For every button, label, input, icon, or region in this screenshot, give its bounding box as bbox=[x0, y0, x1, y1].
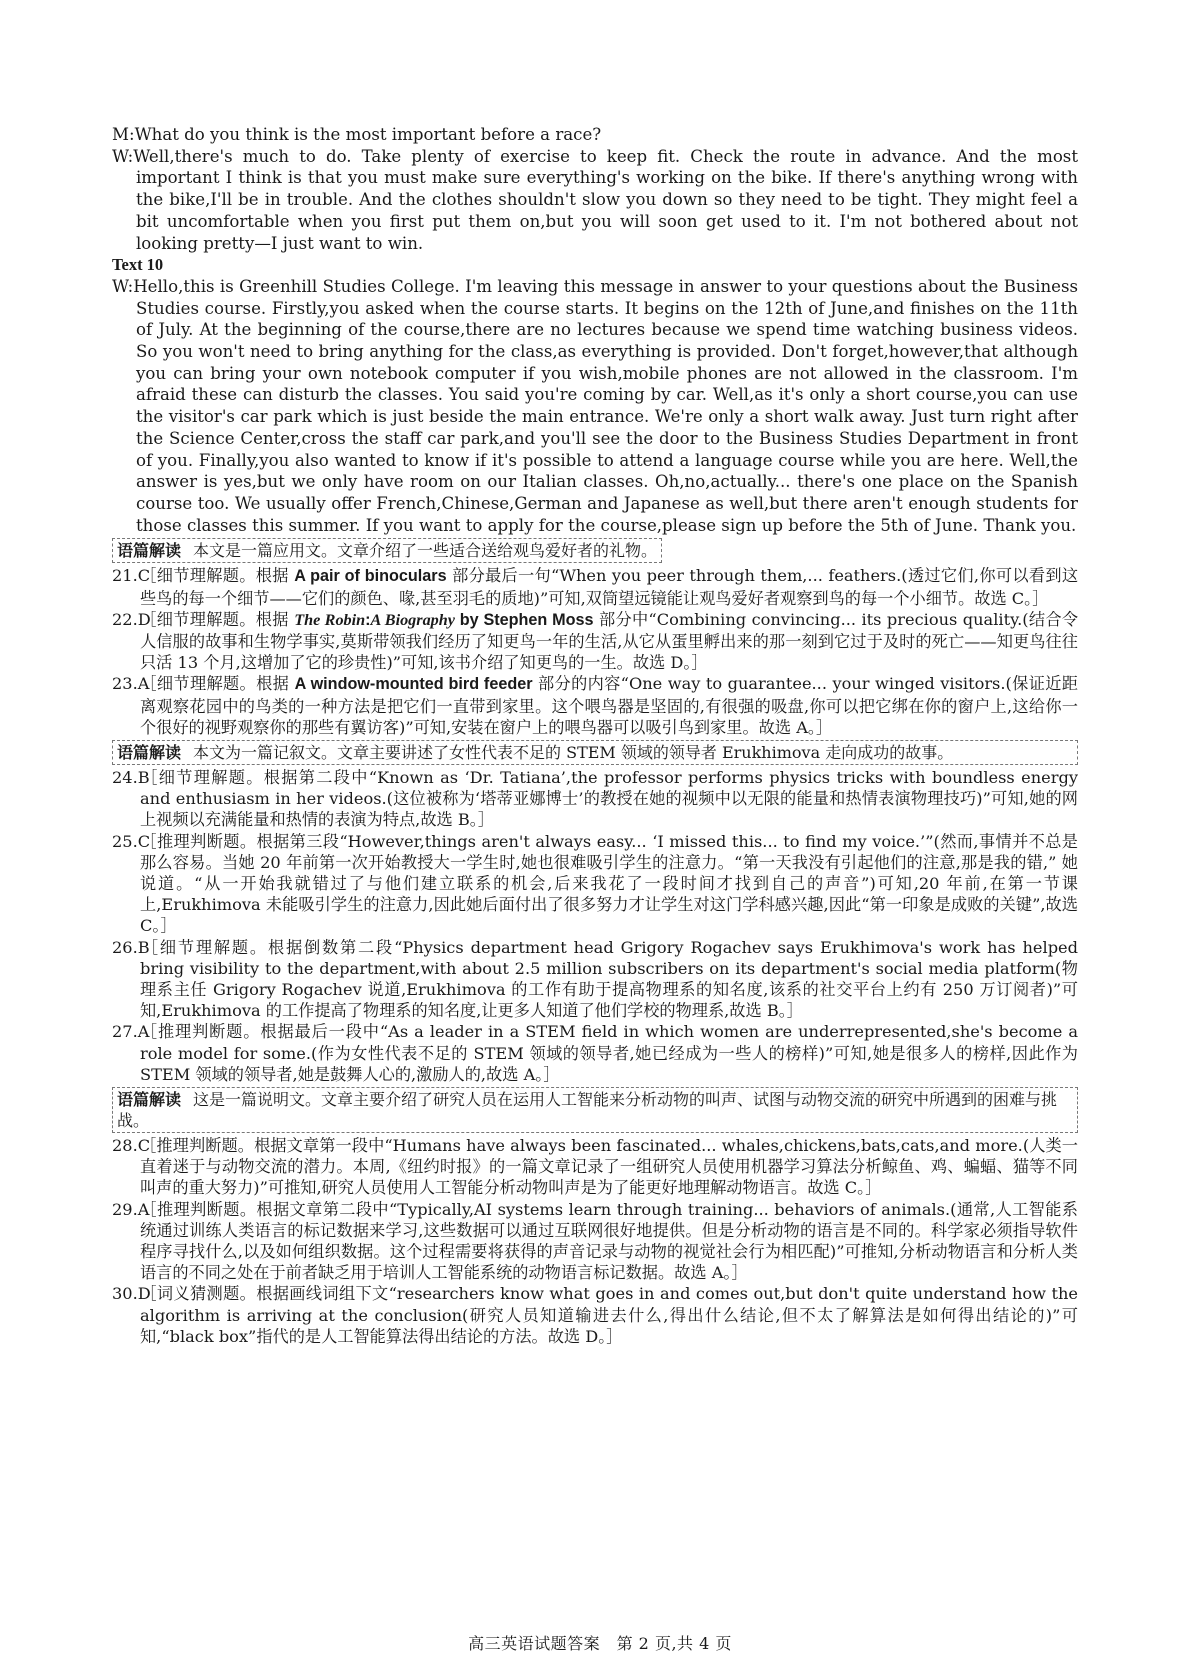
answer-23: 23.A［细节理解题。根据 A window-mounted bird feeder 部分的内容“One way to guarantee... your winged visitors.(保证近距离观察花园中的鸟类的一种方法是把它们一直带到家里。这个喂鸟器是坚固的,有很强的吸盘,你可以把它绑在你的窗户上,这给你一个很好的视野观察你的那些有翼访客)”可知,安装在窗户上的喂鸟器可以吸引鸟到家里。故选 A。］ bbox=[112, 674, 1078, 737]
answer-number: 29.A bbox=[112, 1199, 150, 1219]
answer-number: 22.D bbox=[112, 609, 151, 629]
dialogue-m-line: M:What do you think is the most important before a race? bbox=[112, 125, 602, 144]
passage-analysis-box-1 bbox=[112, 538, 662, 563]
answer-28: 28.C［推理判断题。根据文章第一段中“Humans have always been fascinated... whales,chickens,bats,cats,and more.(人类一直着迷于与动物交流的潜力。本周,《纽约时报》的一篇文章记录了一组研究人员使用机器学习算法分析鲸鱼、鸡、蝙蝠、猫等不同叫声的重大努力)”可推知,研究人员使用人工智能分析动物叫声是为了能更好地理解动物语言。故选 C。］ bbox=[112, 1136, 1078, 1198]
dialogue-w-line: W:Well,there's much to do. Take plenty of exercise to keep fit. Check the route in advance. And the most important I think is that you must make sure everything's working on the bike. If there's anything wrong with the bike,I'll be in trouble. And the clothes shouldn't slow you down so they need to be tight. They might feel a bit uncomfortable when you first put them on,but you will soon get used to it. I'm not bothered about not looking pretty—I just want to win. bbox=[112, 146, 1078, 253]
answer-22: 22.D［细节理解题。根据 The Robin:A Biography by Stephen Moss 部分中“Combining convincing... its precious quality.(结合令人信服的故事和生物学事实,莫斯带领我们经历了知更鸟一年的生活,从它从蛋里孵出来的那一刻到它过于及时的死亡——知更鸟往往只活 13 个月,这增加了它的珍贵性)”可知,该书介绍了知更鸟的一生。故选 D。］ bbox=[112, 609, 1079, 673]
answer-24: 24.B［细节理解题。根据第二段中“Known as ‘Dr. Tatiana’,the professor performs physics tricks with boundless energy and enthusiasm in her videos.(这位被称为‘塔蒂亚娜博士’的教授在她的视频中以无限的能量和热情表演物理技巧)”可知,她的网上视频以充满能量和热情的表演为特点,故选 B。］ bbox=[112, 767, 1078, 830]
answer-27: 27.A［推理判断题。根据最后一段中“As a leader in a STEM field in which women are underrepresented,she's become a role model for some.(作为女性代表不足的 STEM 领域的领导者,她已经成为一些人的榜样)”可知,她是很多人的榜样,因此作为 STEM 领域的领导者,她是鼓舞人心的,激励人的,故选 A。］ bbox=[112, 1022, 1078, 1084]
passage-analysis-tag: 语篇解读 bbox=[117, 541, 182, 561]
answer-number: 30.D bbox=[112, 1284, 151, 1304]
text10-body: W:Hello,this is Greenhill Studies College. I'm leaving this message in answer to your questions about the Business Studies course. Firstly,you asked when the course starts. It begins on the 12th of June,and finishes on the 11th of July. At the beginning of the course,there are no lectures because we spend time watching business videos. So you won't need to bring anything for the class,as everything is provided. Don't forget,however,that although you can bring your own notebook computer if you wish,mobile phones are not allowed in the classroom. I'm afraid these can disturb the classes. You said you're coming by car. Well,as it's only a short course,you can use the visitor's car park which is just beside the main entrance. We're only a short walk away. Just turn right after the Science Center,cross the staff car park,and you'll see the door to the Business Studies Department in front of you. Finally,you also wanted to know if it's possible to attend a language course while you are here. Well,the answer is yes,but we only have room on our Italian classes. Oh,no,actually... there's one place on the Spanish course too. We usually offer French,Chinese,German and Japanese as well,but there aren't enough students for those classes this summer. If you want to apply for the course,please sign up before the 5th of June. Thank you. bbox=[112, 276, 1078, 535]
answer-number: 23.A bbox=[112, 674, 150, 694]
answer-26: 26.B［细节理解题。根据倒数第二段“Physics department head Grigory Rogachev says Erukhimova's work has helped bring visibility to the department,with about 2.5 million subscribers on its department's social media platform(物理系主任 Grigory Rogachev 说道,Erukhimova 的工作有助于提高物理系的知名度,该系的社交平台上约有 250 万订阅者)”可知,Erukhimova 的工作提高了物理系的知名度,让更多人知道了他们学校的物理系,故选 B。］ bbox=[112, 937, 1078, 1021]
answer-number: 21.C bbox=[112, 566, 151, 586]
answer-page bbox=[112, 124, 1078, 1347]
answer-number: 26.B bbox=[112, 937, 150, 957]
passage-analysis-box-3 bbox=[112, 1087, 1078, 1133]
passage-analysis-box-2 bbox=[112, 740, 1078, 765]
page-footer: 高三英语试题答案 第 2 页,共 4 页 bbox=[468, 1634, 732, 1653]
passage-analysis-text: 这是一篇说明文。文章主要介绍了研究人员在运用人工智能来分析动物的叫声、试图与动物交流的研究中所遇到的困难与挑战。 bbox=[117, 1090, 1058, 1131]
answer-number: 27.A bbox=[112, 1022, 150, 1042]
answer-21: 21.C［细节理解题。根据 A pair of binoculars 部分最后一句“When you peer through them,... feathers.(透过它们,你可以看到这些鸟的每一个细节——它们的颜色、喙,甚至羽毛的质地)”可知,双筒望远镜能让观鸟爱好者观察到鸟的每一个小细节。故选 C。］ bbox=[112, 566, 1079, 608]
text10-title: Text 10 bbox=[112, 255, 164, 275]
answer-number: 28.C bbox=[112, 1136, 151, 1156]
passage-analysis-text: 本文为一篇记叙文。文章主要讲述了女性代表不足的 STEM 领域的领导者 Erukhimova 走向成功的故事。 bbox=[193, 742, 954, 762]
answer-30: 30.D［词义猜测题。根据画线词组下文“researchers know what goes in and comes out,but don't quite understand how the algorithm is arriving at the conclusion(研究人员知道输进去什么,得出什么结论,但不太了解算法是如何得出结论的)”可知,“black box”指代的是人工智能算法得出结论的方法。故选 D。］ bbox=[112, 1284, 1078, 1346]
answer-number: 25.C bbox=[112, 831, 151, 851]
passage-analysis-tag: 语篇解读 bbox=[117, 742, 182, 762]
answer-29: 29.A［推理判断题。根据文章第二段中“Typically,AI systems learn through training... behaviors of animals.(通常,人工智能系统通过训练人类语言的标记数据来学习,这些数据可以通过互联网很好地提供。但是分析动物的语言是不同的。科学家必须指导软件程序寻找什么,以及如何组织数据。这个过程需要将获得的声音记录与动物的视觉社会行为相匹配)”可推知,分析动物语言和分析人类语言的不同之处在于前者缺乏用于培训人工智能系统的动物语言标记数据。故选 A。］ bbox=[112, 1199, 1078, 1283]
answer-number: 24.B bbox=[112, 767, 150, 787]
passage-analysis-tag: 语篇解读 bbox=[117, 1090, 182, 1110]
passage-analysis-text: 本文是一篇应用文。文章介绍了一些适合送给观鸟爱好者的礼物。 bbox=[193, 541, 658, 561]
answer-25: 25.C［推理判断题。根据第三段“However,things aren't always easy... ‘I missed this... to find my voice.’”(然而,事情并不总是那么容易。当她 20 年前第一次开始教授大一学生时,她也很难吸引学生的注意力。“第一天我没有引起他们的注意,那是我的错,” 她说道。“从一开始我就错过了与他们建立联系的机会,后来我花了一段时间才找到自己的声音”)可知,20 年前,在第一节课上,Erukhimova 未能吸引学生的注意力,因此她后面付出了很多努力才让学生对这门学科感兴趣,因此“第一印象是成败的关键”,故选 C。］ bbox=[112, 831, 1078, 936]
